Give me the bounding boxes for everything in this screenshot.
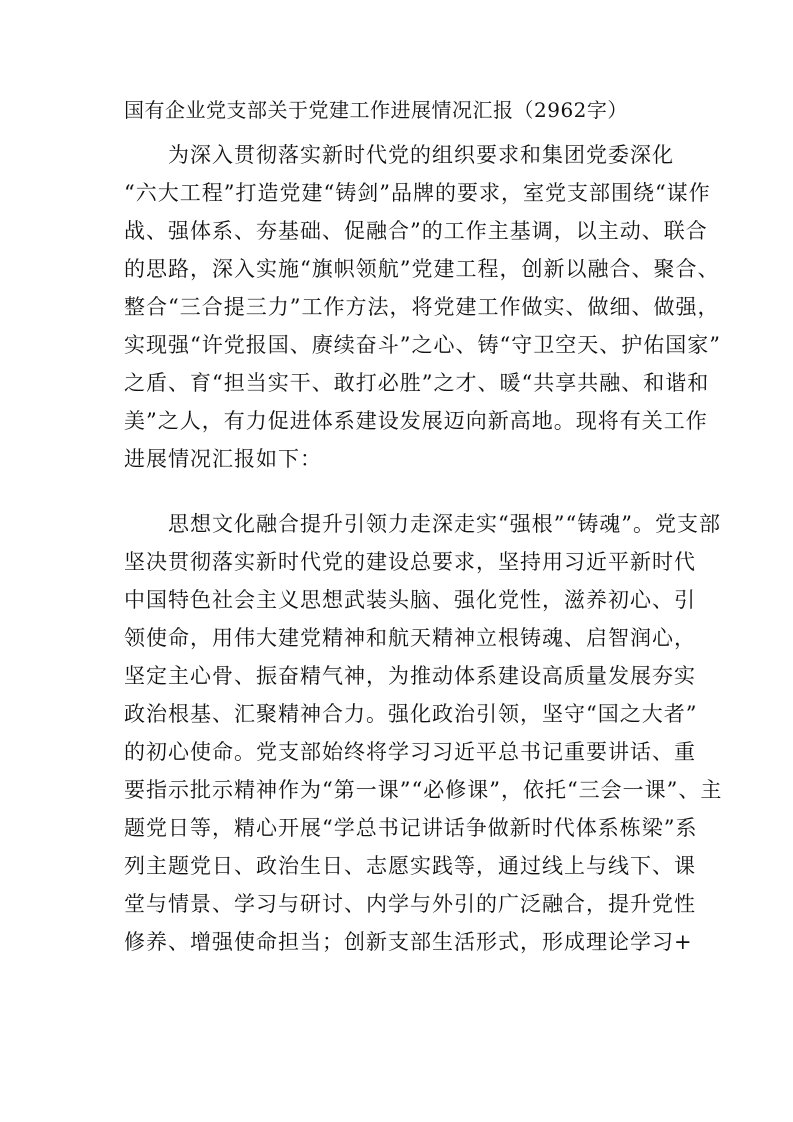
paragraph-2	[124, 505, 723, 961]
text-line: 坚决贯彻落实新时代党的建设总要求，坚持用习近平新时代	[124, 550, 696, 574]
text-line: 列主题党日、政治生日、志愿实践等，通过线上与线下、课	[124, 854, 696, 878]
text-line: 的初心使命。党支部始终将学习习近平总书记重要讲话、重	[124, 740, 696, 764]
text-line: 整合“三合提三力”工作方法，将党建工作做实、做细、做强，	[124, 295, 720, 319]
text-line: 思想文化融合提升引领力走深走实“强根”“铸魂”。党支部	[168, 512, 721, 536]
paragraph-1	[124, 136, 721, 478]
text-line: 进展情况汇报如下：	[124, 447, 322, 471]
text-line: 战、强体系、夯基础、促融合”的工作主基调，以主动、联合	[124, 219, 708, 243]
text-line: 美”之人，有力促进体系建设发展迈向新高地。现将有关工作	[124, 409, 708, 433]
text-line: 政治根基、汇聚精神合力。强化政治引领，坚守“国之大者”	[124, 702, 698, 726]
text-line: 题党日等，精心开展“学总书记讲话争做新时代体系栋梁”系	[124, 816, 698, 840]
text-line: 领使命，用伟大建党精神和航天精神立根铸魂、启智润心，	[124, 626, 696, 650]
text-line: 堂与情景、学习与研讨、内学与外引的广泛融合，提升党性	[124, 892, 696, 916]
text-line: 要指示批示精神作为“第一课”“必修课”，依托“三会一课”、主	[124, 778, 723, 802]
text-line: 修养、增强使命担当；创新支部生活形式，形成理论学习+	[124, 930, 693, 954]
text-line: 的思路，深入实施“旗帜领航”党建工程，创新以融合、聚合、	[124, 257, 720, 281]
document-title: 国有企业党支部关于党建工作进展情况汇报（2962字）	[124, 98, 628, 122]
text-line: 坚定主心骨、振奋精气神，为推动体系建设高质量发展夯实	[124, 664, 696, 688]
text-line: 中国特色社会主义思想武装头脑、强化党性，滋养初心、引	[124, 588, 696, 612]
text-line: “六大工程”打造党建“铸剑”品牌的要求，室党支部围绕“谋作	[124, 181, 711, 205]
text-line: 之盾、育“担当实干、敢打必胜”之才、暖“共享共融、和谐和	[124, 371, 710, 395]
text-line: 实现强“许党报国、赓续奋斗”之心、铸“守卫空天、护佑国家”	[124, 333, 721, 357]
text-line: 为深入贯彻落实新时代党的组织要求和集团党委深化	[168, 143, 674, 167]
